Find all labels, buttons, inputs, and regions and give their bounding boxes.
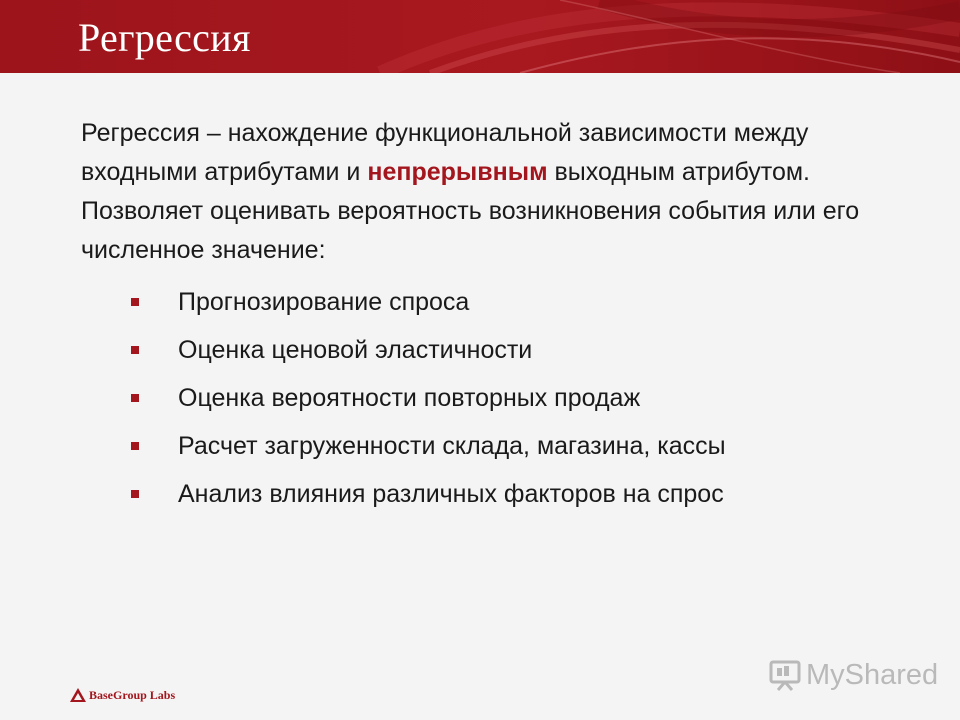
square-bullet-icon	[131, 346, 139, 354]
list-item-text: Анализ влияния различных факторов на спрос	[178, 480, 724, 508]
list-item	[81, 470, 911, 518]
brand-name: BaseGroup Labs	[89, 687, 176, 702]
square-bullet-icon	[131, 490, 139, 498]
bullet-list	[81, 278, 911, 518]
square-bullet-icon	[131, 298, 139, 306]
list-item	[81, 278, 911, 326]
list-item	[81, 326, 911, 374]
list-item-text: Оценка ценовой эластичности	[178, 336, 533, 364]
presentation-board-icon	[768, 658, 802, 692]
square-bullet-icon	[131, 394, 139, 402]
slide-body	[81, 114, 911, 518]
intro-text-prefix: Регрессия – нахождение функциональной зависимости между входными атрибутами и	[81, 119, 809, 186]
brand-logo	[70, 686, 175, 704]
intro-text-suffix: выходным атрибутом. Позволяет оценивать вероятность возникновения события или его численное значение:	[81, 158, 860, 264]
intro-paragraph	[81, 114, 911, 270]
slide-title: Регрессия	[78, 15, 251, 60]
triangle-logo-icon	[70, 688, 86, 702]
list-item-text: Прогнозирование спроса	[178, 288, 470, 316]
list-item-text: Оценка вероятности повторных продаж	[178, 384, 641, 412]
watermark	[768, 655, 938, 695]
title-bar	[0, 0, 960, 73]
list-item-text: Расчет загруженности склада, магазина, кассы	[178, 432, 726, 460]
list-item	[81, 374, 911, 422]
watermark-text: MyShared	[806, 658, 939, 691]
highlighted-term: непрерывным	[367, 158, 548, 186]
square-bullet-icon	[131, 442, 139, 450]
list-item	[81, 422, 911, 470]
